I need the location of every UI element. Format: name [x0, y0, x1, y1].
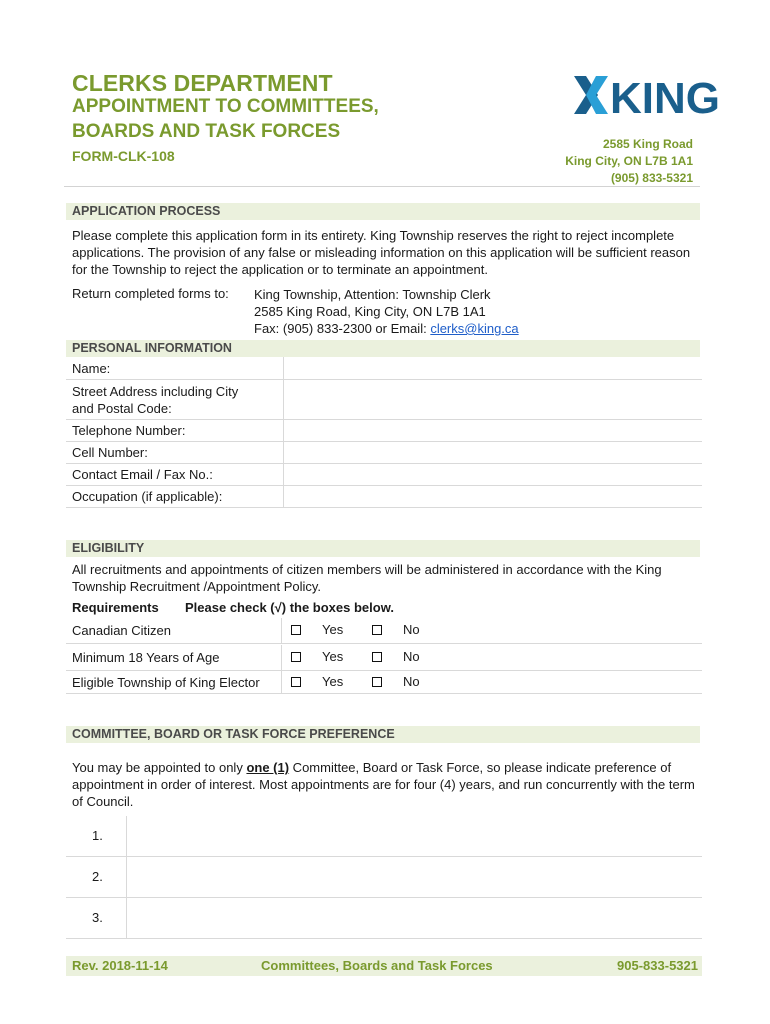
eligibility-text: All recruitments and appointments of citizen members will be administered in accordance with the King Township Recruitment /Appointment Policy.	[72, 562, 662, 594]
application-process-heading: APPLICATION PROCESS	[66, 203, 700, 220]
no-label: No	[403, 674, 420, 689]
footer-phone: 905-833-5321	[617, 958, 698, 973]
preference-text-start: You may be appointed to only	[72, 760, 247, 775]
telephone-row	[66, 420, 702, 442]
preference-field-1[interactable]	[126, 816, 127, 856]
preference-row-2	[66, 857, 702, 898]
requirements-header	[72, 600, 394, 615]
page-footer	[66, 956, 702, 976]
preference-text-emphasis: one (1)	[246, 760, 290, 775]
preference-field-3[interactable]	[126, 898, 127, 938]
eligibility-row-elector	[66, 670, 702, 694]
preference-field-2[interactable]	[126, 857, 127, 897]
footer-title: Committees, Boards and Task Forces	[261, 958, 493, 973]
return-label: Return completed forms to:	[72, 286, 229, 301]
address-row	[66, 380, 702, 420]
preference-number-3: 3.	[92, 910, 103, 925]
address-phone: (905) 833-5321	[610, 171, 693, 185]
footer-revision: Rev. 2018-11-14	[72, 958, 168, 973]
return-line-3	[254, 320, 519, 337]
king-logo-icon	[572, 74, 720, 123]
eligibility-heading: ELIGIBILITY	[66, 540, 700, 557]
age-label: Minimum 18 Years of Age	[72, 650, 220, 665]
elector-no-checkbox[interactable]	[372, 677, 382, 687]
check-instruction: Please check (√) the boxes below.	[185, 600, 394, 615]
header-divider	[64, 186, 700, 187]
fax-text: Fax: (905) 833-2300 or Email:	[254, 321, 431, 336]
yes-label: Yes	[322, 674, 344, 689]
return-line-1: King Township, Attention: Township Clerk	[254, 287, 491, 302]
name-label: Name:	[72, 361, 111, 376]
age-no-checkbox[interactable]	[372, 652, 382, 662]
occupation-row	[66, 486, 702, 508]
elector-label: Eligible Township of King Elector	[72, 675, 260, 690]
preference-row-3	[66, 898, 702, 939]
application-process-text: Please complete this application form in its entirety. King Township reserves the right to reject incomplete applications. The provision of any false or misleading information on this application will be sufficient reason for the Township to reject the application or to terminate an appointment.	[72, 228, 691, 277]
preference-text-end: Committee, Board or Task Force, so please indicate preference of appointment in order of interest. Most appointments are for four (4) years, and run concurrently with the term of Council.	[72, 760, 695, 809]
preference-heading: COMMITTEE, BOARD OR TASK FORCE PREFERENCE	[66, 726, 700, 743]
department-title: CLERKS DEPARTMENT	[72, 70, 333, 96]
citizen-label: Canadian Citizen	[72, 623, 172, 638]
age-yes-checkbox[interactable]	[291, 652, 301, 662]
logo-text: KING	[610, 74, 720, 123]
occupation-label: Occupation (if applicable):	[72, 489, 223, 504]
telephone-label: Telephone Number:	[72, 423, 186, 438]
form-title-line2: BOARDS AND TASK FORCES	[72, 121, 341, 142]
citizen-no-checkbox[interactable]	[372, 625, 382, 635]
email-fax-row	[66, 464, 702, 486]
requirements-label: Requirements	[72, 600, 159, 615]
email-link[interactable]: clerks@king.ca	[430, 321, 519, 336]
cell-row	[66, 442, 702, 464]
return-address	[254, 286, 519, 337]
no-label: No	[403, 622, 420, 637]
preference-number-2: 2.	[92, 869, 103, 884]
personal-information-heading: PERSONAL INFORMATION	[66, 340, 700, 357]
eligibility-row-citizen	[66, 618, 702, 644]
cell-label: Cell Number:	[72, 445, 148, 460]
citizen-yes-checkbox[interactable]	[291, 625, 301, 635]
email-fax-label: Contact Email / Fax No.:	[72, 467, 213, 482]
yes-label: Yes	[322, 649, 344, 664]
preference-text	[72, 759, 702, 810]
no-label: No	[403, 649, 420, 664]
form-title-line1: APPOINTMENT TO COMMITTEES,	[72, 96, 379, 117]
address-street: 2585 King Road	[602, 137, 693, 151]
name-row	[66, 357, 702, 380]
form-code: FORM-CLK-108	[72, 148, 175, 164]
preference-row-1	[66, 816, 702, 857]
eligibility-row-age	[66, 645, 702, 671]
address-city: King City, ON L7B 1A1	[565, 154, 693, 168]
elector-yes-checkbox[interactable]	[291, 677, 301, 687]
return-line-2: 2585 King Road, King City, ON L7B 1A1	[254, 304, 486, 319]
preference-number-1: 1.	[92, 828, 103, 843]
address-label: Street Address including City and Postal Code:	[72, 384, 239, 416]
yes-label: Yes	[322, 622, 344, 637]
